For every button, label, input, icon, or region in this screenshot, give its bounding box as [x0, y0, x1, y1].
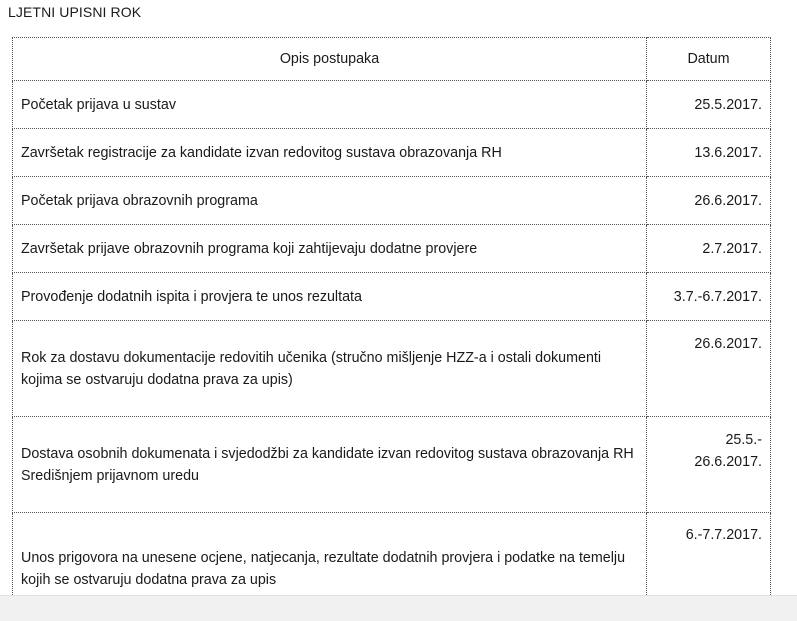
row-description: Završetak prijave obrazovnih programa koji zahtijevaju dodatne provjere: [13, 225, 647, 273]
table-header-row: [13, 38, 771, 81]
row-description: Početak prijava obrazovnih programa: [13, 177, 647, 225]
bottom-bar: [0, 595, 797, 621]
row-date-line2: 26.6.2017.: [694, 454, 762, 470]
row-date: 6.-7.7.2017.: [647, 513, 771, 621]
row-description: Provođenje dodatnih ispita i provjera te unos rezultata: [13, 273, 647, 321]
row-date: 13.6.2017.: [647, 129, 771, 177]
row-description: Unos prigovora na unesene ocjene, natjecanja, rezultate dodatnih provjera i podatke na temelju kojih se ostvaruju dodatna prava za upis: [13, 513, 647, 621]
row-date-line1: 25.5.-: [725, 432, 762, 448]
table-row: [13, 177, 771, 225]
table-row: [13, 321, 771, 417]
row-description: Početak prijava u sustav: [13, 81, 647, 129]
row-description: Dostava osobnih dokumenata i svjedodžbi za kandidate izvan redovitog sustava obrazovanja RH Središnjem prijavnom uredu: [13, 417, 647, 513]
table-row: [13, 129, 771, 177]
row-date: 26.6.2017.: [647, 177, 771, 225]
row-date: 25.5.2017.: [647, 81, 771, 129]
table-row: [13, 273, 771, 321]
schedule-table: [12, 37, 771, 621]
table-row: [13, 225, 771, 273]
row-description: Završetak registracije za kandidate izvan redovitog sustava obrazovanja RH: [13, 129, 647, 177]
row-date: [647, 417, 771, 513]
page-title: LJETNI UPISNI ROK: [8, 4, 142, 20]
table-row: [13, 81, 771, 129]
row-description: Rok za dostavu dokumentacije redovitih učenika (stručno mišljenje HZZ-a i ostali dokumenti kojima se ostvaruju dodatna prava za upis): [13, 321, 647, 417]
header-description: Opis postupaka: [13, 38, 647, 81]
header-date: Datum: [647, 38, 771, 81]
table-row: [13, 417, 771, 513]
row-date: 3.7.-6.7.2017.: [647, 273, 771, 321]
row-date: 26.6.2017.: [647, 321, 771, 417]
row-date: 2.7.2017.: [647, 225, 771, 273]
